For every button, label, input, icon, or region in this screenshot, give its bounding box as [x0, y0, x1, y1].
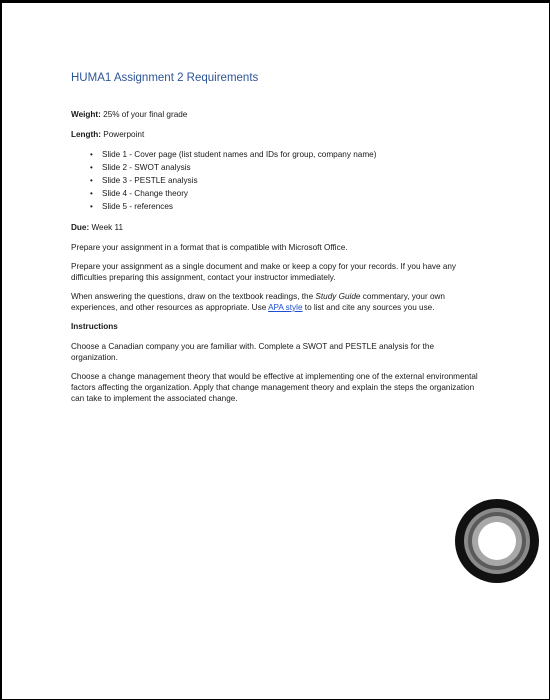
bullet-icon: • [90, 150, 93, 159]
answering-text-start: When answering the questions, draw on the textbook readings, the [71, 292, 316, 301]
slide-item-text: Slide 5 - references [102, 202, 173, 211]
instruction-paragraph-2: Choose a change management theory that would be effective at implementing one of the external environmental factors affecting the organization. Apply that change management theory and explain the steps the organization can take to implement the associated change. [71, 372, 478, 403]
weight-line [71, 109, 481, 120]
due-value: Week 11 [89, 223, 124, 232]
answering-paragraph [71, 291, 481, 313]
document-body [71, 71, 481, 412]
record-core [478, 522, 516, 560]
document-title: HUMA1 Assignment 2 Requirements [71, 72, 259, 84]
record-ring-middle [468, 512, 526, 570]
bullet-icon: • [90, 163, 93, 172]
record-ring-inner [472, 516, 522, 566]
length-line [71, 129, 481, 140]
due-label: Due: [71, 223, 90, 232]
instruction-paragraph-1: Choose a Canadian company you are familiar with. Complete a SWOT and PESTLE analysis for the organization. [71, 342, 435, 362]
due-line [71, 222, 481, 233]
answering-text-middle: commentary, your own experiences, and other resources as appropriate. Use [71, 292, 445, 312]
weight-value: 25% of your final grade [100, 110, 188, 119]
slide-item-text: Slide 2 - SWOT analysis [102, 163, 191, 172]
format-paragraph: Prepare your assignment in a format that is compatible with Microsoft Office. [71, 243, 348, 252]
list-item [71, 174, 481, 187]
answering-text-end: to list and cite any sources you use. [302, 303, 435, 312]
slide-item-text: Slide 3 - PESTLE analysis [102, 176, 198, 185]
slide-item-text: Slide 4 - Change theory [102, 189, 189, 198]
list-item [71, 161, 481, 174]
instructions-heading: Instructions [71, 322, 118, 331]
study-guide-emphasis: Study Guide [315, 292, 361, 301]
apa-style-link[interactable]: APA style [268, 303, 303, 312]
single-document-paragraph: Prepare your assignment as a single document and make or keep a copy for your records. If you have any difficulties preparing this assignment, contact your instructor immediately. [71, 262, 457, 282]
list-item [71, 148, 481, 161]
list-item [71, 200, 481, 213]
slide-list [71, 148, 481, 213]
record-ring-outer [464, 508, 530, 574]
list-item [71, 187, 481, 200]
weight-label: Weight: [71, 110, 101, 119]
slide-item-text: Slide 1 - Cover page (list student names and IDs for group, company name) [102, 150, 377, 159]
length-label: Length: [71, 130, 102, 139]
bullet-icon: • [90, 202, 93, 211]
bullet-icon: • [90, 189, 93, 198]
length-value: Powerpoint [101, 130, 145, 139]
bullet-icon: • [90, 176, 93, 185]
record-button-icon[interactable] [455, 499, 539, 583]
